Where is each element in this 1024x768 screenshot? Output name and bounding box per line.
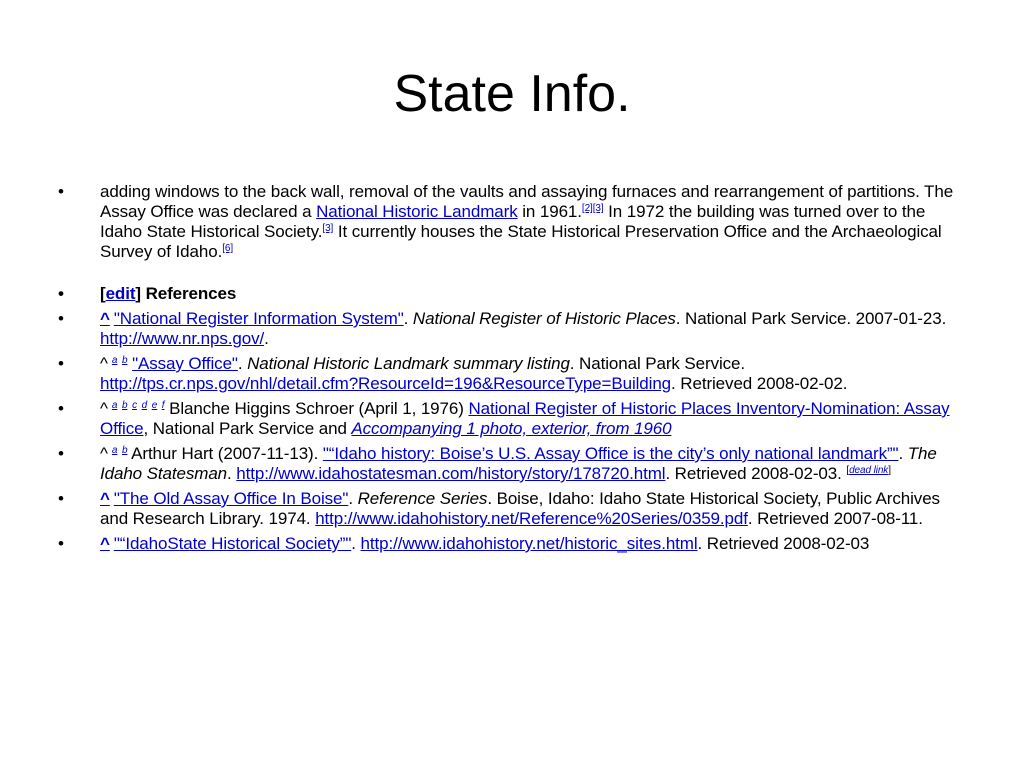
text: .: [351, 534, 361, 553]
assay-office-link[interactable]: "Assay Office": [132, 354, 238, 373]
text: .: [237, 354, 248, 373]
idahohistory-pdf-link[interactable]: http://www.idahohistory.net/Reference%20Series/0359.pdf: [315, 509, 748, 528]
text: Blanche Higgins Schroer (April 1, 1976): [164, 399, 469, 418]
bullet-icon: •: [58, 444, 64, 463]
bullet-icon: •: [58, 309, 64, 328]
references-label: References: [140, 284, 237, 303]
backlink-b[interactable]: b: [121, 355, 128, 366]
bracket: [: [846, 465, 850, 476]
text: . Retrieved 2008-02-03.: [665, 464, 847, 483]
bracket: ]: [888, 465, 891, 476]
idahostatesman-url-link[interactable]: http://www.idahostatesman.com/history/story/178720.html: [236, 464, 666, 483]
italic-text: Reference Series: [357, 489, 488, 508]
caret-backlink[interactable]: ^: [100, 489, 110, 508]
caret-backlink[interactable]: ^: [100, 309, 110, 328]
text: .: [264, 329, 269, 348]
caret: ^: [100, 399, 108, 418]
backlink-a[interactable]: a: [111, 355, 118, 366]
backlink-c[interactable]: c: [132, 400, 137, 411]
caret-backlink[interactable]: ^: [100, 534, 110, 553]
bracket: [: [100, 284, 106, 303]
old-assay-office-link[interactable]: "The Old Assay Office In Boise": [113, 489, 349, 508]
text: , National Park Service and: [143, 419, 352, 438]
reference-item-1: [58, 309, 958, 349]
backlink-e[interactable]: e: [151, 400, 158, 411]
reference-item-4: [58, 444, 958, 484]
nrhp-nomination-link[interactable]: National Register of Historic Places Inventory-Nomination: Assay Office: [100, 399, 950, 438]
text: Arthur Hart (2007-11-13).: [127, 444, 323, 463]
citation-2-3-link[interactable]: [2][3]: [581, 203, 604, 214]
italic-text: National Historic Landmark summary listing: [247, 354, 570, 373]
backlink-a[interactable]: a: [111, 400, 118, 411]
text: . National Park Service. 2007-01-23.: [675, 309, 947, 328]
text: .: [348, 489, 358, 508]
text: . Boise, Idaho: Idaho State Historical Society, Public Archives and Research Library. 1974.: [100, 489, 940, 528]
slide-title: State Info.: [393, 65, 631, 123]
edit-link[interactable]: edit: [105, 284, 136, 303]
bracket: ]: [135, 284, 141, 303]
bullet-icon: •: [58, 284, 64, 303]
idaho-history-article-link[interactable]: "“Idaho history: Boise’s U.S. Assay Office is the city’s only national landmark”": [322, 444, 899, 463]
bullet-item-intro: [58, 182, 958, 262]
backlink-f[interactable]: f: [161, 400, 165, 411]
text: adding windows to the back wall, removal of the vaults and assaying furnaces and rearrangement of partitions. The Assay Office was declared a: [100, 182, 954, 221]
reference-item-2: [58, 354, 958, 394]
text: . Retrieved 2008-02-02.: [671, 374, 848, 393]
bullet-icon: •: [58, 354, 64, 373]
text: in 1961.: [517, 202, 582, 221]
text: In 1972 the building was turned over to the Idaho State Historical Society.: [100, 202, 926, 241]
accompanying-photo-link[interactable]: Accompanying 1 photo, exterior, from 1960: [351, 419, 672, 438]
backlink-b[interactable]: b: [121, 400, 128, 411]
idaho-state-historical-society-link[interactable]: "“IdahoState Historical Society”": [113, 534, 352, 553]
citation-3-link[interactable]: [3]: [322, 223, 334, 234]
text: . National Park Service.: [569, 354, 746, 373]
bullet-icon: •: [58, 489, 64, 508]
nris-link[interactable]: "National Register Information System": [113, 309, 404, 328]
nr-nps-url-link[interactable]: http://www.nr.nps.gov/: [100, 329, 265, 348]
text: . Retrieved 2008-02-03: [697, 534, 870, 553]
text: .: [898, 444, 908, 463]
backlink-b[interactable]: b: [121, 445, 128, 456]
text: . Retrieved 2007-08-11.: [747, 509, 923, 528]
tps-nps-url-link[interactable]: http://tps.cr.nps.gov/nhl/detail.cfm?ResourceId=196&ResourceType=Building: [100, 374, 672, 393]
bullet-icon: •: [58, 182, 64, 201]
citation-6-link[interactable]: [6]: [222, 243, 234, 254]
caret: ^: [100, 354, 108, 373]
backlink-a[interactable]: a: [111, 445, 118, 456]
text: It currently houses the State Historical Preservation Office and the Archaeological Survey of Idaho.: [100, 222, 942, 261]
historic-sites-url-link[interactable]: http://www.idahohistory.net/historic_sites.html: [360, 534, 698, 553]
slide-body: [58, 182, 958, 559]
reference-item-6: [58, 534, 958, 554]
reference-item-3: [58, 399, 958, 439]
italic-text: The Idaho Statesman: [100, 444, 937, 483]
text: .: [403, 309, 413, 328]
bullet-icon: •: [58, 399, 64, 418]
references-heading: [58, 284, 958, 304]
text: .: [227, 464, 237, 483]
bullet-icon: •: [58, 534, 64, 553]
dead-link[interactable]: dead link: [849, 465, 889, 476]
caret: ^: [100, 444, 108, 463]
national-historic-landmark-link[interactable]: National Historic Landmark: [316, 202, 518, 221]
reference-item-5: [58, 489, 958, 529]
backlink-d[interactable]: d: [141, 400, 148, 411]
italic-text: National Register of Historic Places: [412, 309, 676, 328]
